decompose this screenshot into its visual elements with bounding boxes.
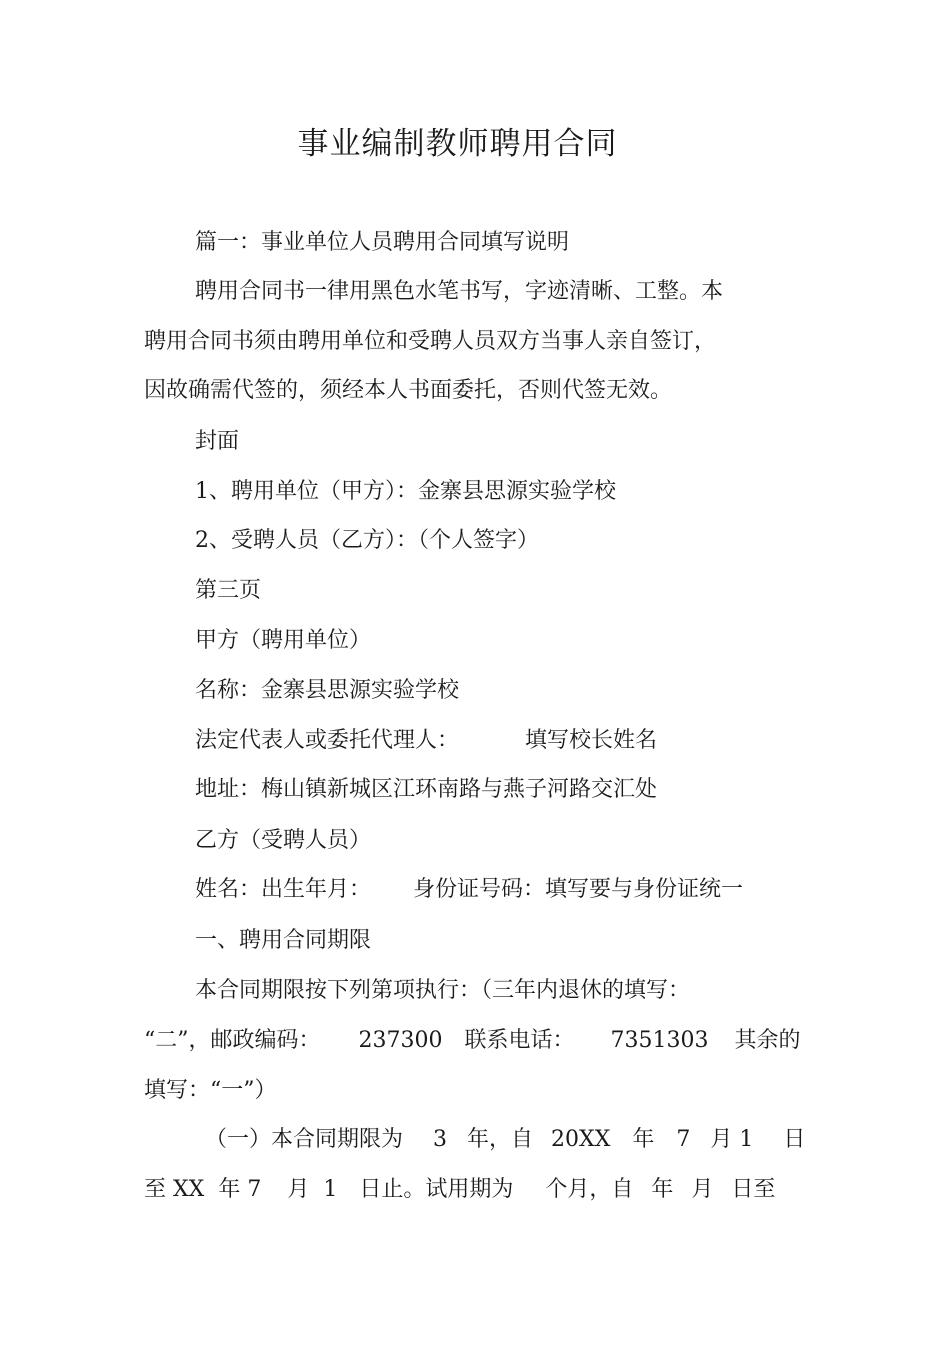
party-a-address: 地址：梅山镇新城区江环南路与燕子河路交汇处 — [195, 777, 658, 802]
start-day: 月 1 — [710, 1127, 754, 1152]
end-day: 1 — [323, 1177, 338, 1202]
id-number-label: 身份证号码：填写要与身份证统一 — [413, 877, 744, 902]
postcode-value: 237300 — [358, 1028, 443, 1053]
year-label: 年 — [632, 1127, 655, 1152]
probation-months-label: 个月，自 — [545, 1177, 634, 1202]
legal-representative-value: 填写校长姓名 — [525, 728, 658, 753]
phone-label: 联系电话： — [464, 1028, 575, 1053]
probation-label: 日止。试用期为 — [359, 1177, 514, 1202]
term-from-label: 年，自 — [467, 1127, 534, 1152]
end-year: 至 XX — [144, 1177, 205, 1202]
day-label: 日 — [783, 1127, 806, 1152]
legal-representative-label: 法定代表人或委托代理人： — [195, 728, 460, 753]
paragraph-line: 填写：“一”） — [144, 1078, 277, 1103]
section-heading-part-one: 篇一：事业单位人员聘用合同填写说明 — [195, 230, 570, 255]
paragraph-line: 聘用合同书一律用黑色水笔书写，字迹清晰、工整。本 — [195, 279, 724, 304]
probation-month-label: 月 — [691, 1177, 714, 1202]
party-a-name: 名称：金寨县思源实验学校 — [195, 678, 460, 703]
paragraph-line: 聘用合同书须由聘用单位和受聘人员双方当事人亲自签订， — [144, 329, 717, 354]
start-month: 7 — [676, 1127, 691, 1152]
probation-until-label: 日至 — [731, 1177, 776, 1202]
cover-heading: 封面 — [195, 429, 240, 454]
remaining-label: 其余的 — [734, 1028, 801, 1053]
party-b-heading: 乙方（受聘人员） — [195, 828, 372, 853]
list-item: 1、聘用单位（甲方）：金寨县思源实验学校 — [195, 479, 616, 504]
document-title: 事业编制教师聘用合同 — [297, 126, 618, 162]
page-three-heading: 第三页 — [195, 578, 262, 603]
contract-term-end-line — [144, 1175, 775, 1205]
contact-line — [144, 1026, 801, 1056]
contract-term-line — [205, 1125, 805, 1155]
paragraph-line: 因故确需代签的，须经本人书面委托，否则代签无效。 — [144, 378, 673, 403]
party-b-info-line — [195, 875, 743, 905]
name-birth-label: 姓名：出生年月： — [195, 877, 372, 902]
party-a-heading: 甲方（聘用单位） — [195, 628, 372, 653]
paragraph-line: 本合同期限按下列第项执行：（三年内退休的填写： — [195, 978, 691, 1003]
month-label: 月 — [287, 1177, 310, 1202]
phone-value: 7351303 — [610, 1028, 709, 1053]
probation-year-label: 年 — [651, 1177, 674, 1202]
list-item: 2、受聘人员（乙方）：（个人签字） — [195, 528, 539, 553]
start-year: 20XX — [551, 1127, 611, 1152]
term-years: 3 — [433, 1127, 448, 1152]
legal-representative-line — [195, 726, 657, 756]
end-month: 年 7 — [218, 1177, 262, 1202]
postcode-label: “二”，邮政编码： — [144, 1028, 321, 1053]
term-label: （一）本合同期限为 — [205, 1127, 404, 1152]
section-heading-contract-term: 一、聘用合同期限 — [195, 928, 372, 953]
